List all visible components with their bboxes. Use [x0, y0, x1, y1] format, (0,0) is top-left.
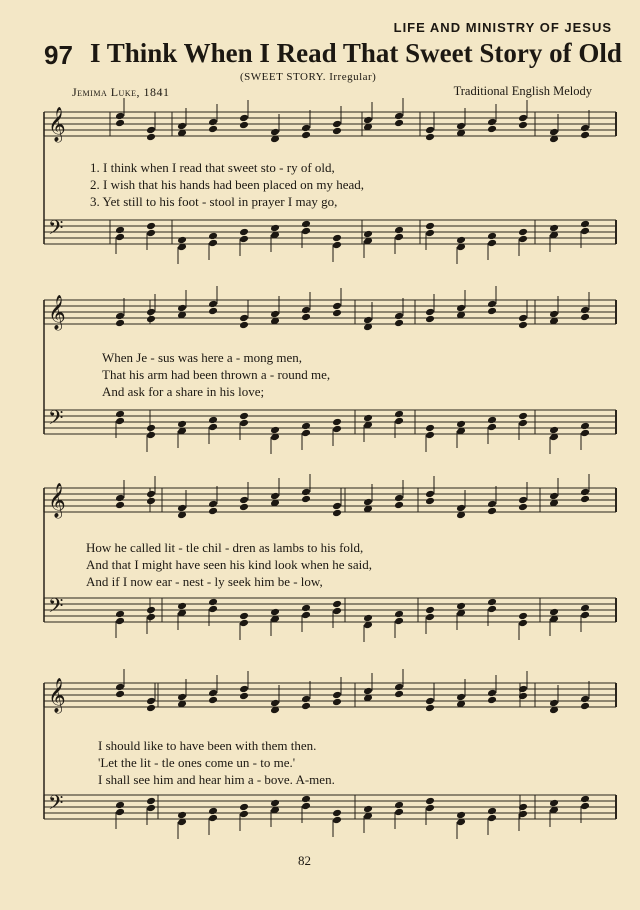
note-head: [580, 124, 590, 133]
note-head: [270, 224, 280, 233]
note-head: [518, 412, 528, 421]
note-head: [301, 227, 311, 236]
note-head: [332, 418, 342, 427]
note-head: [146, 797, 156, 806]
note-head: [301, 131, 311, 140]
note-head: [580, 313, 590, 322]
note-head: [177, 504, 187, 513]
note-head: [146, 229, 156, 238]
note-head: [580, 611, 590, 620]
note-head: [332, 607, 342, 616]
note-head: [239, 496, 249, 505]
note-head: [301, 422, 311, 431]
note-head: [456, 504, 466, 513]
note-head: [425, 490, 435, 499]
note-head: [518, 496, 528, 505]
lyric-line: And ask for a share in his love;: [102, 384, 265, 399]
note-head: [115, 610, 125, 619]
note-head: [580, 702, 590, 711]
note-head: [301, 488, 311, 497]
note-head: [394, 319, 404, 328]
note-head: [208, 300, 218, 309]
note-head: [177, 602, 187, 611]
note-head: [394, 801, 404, 810]
note-head: [332, 425, 342, 434]
note-head: [332, 120, 342, 129]
note-head: [549, 492, 559, 501]
note-head: [208, 807, 218, 816]
note-head: [456, 811, 466, 820]
note-head: [394, 610, 404, 619]
note-head: [115, 808, 125, 817]
note-head: [487, 696, 497, 705]
note-head: [270, 608, 280, 617]
note-head: [208, 605, 218, 614]
note-head: [487, 605, 497, 614]
note-head: [146, 490, 156, 499]
bass-clef-icon: 𝄢: [48, 216, 64, 244]
note-head: [146, 315, 156, 324]
lyric-line: I shall see him and hear him a - bove. A-men.: [98, 772, 335, 787]
note-head: [208, 125, 218, 134]
note-head: [487, 423, 497, 432]
note-head: [239, 321, 249, 330]
note-head: [270, 699, 280, 708]
note-head: [115, 319, 125, 328]
note-head: [549, 128, 559, 137]
note-head: [425, 431, 435, 440]
note-head: [580, 429, 590, 438]
note-head: [425, 804, 435, 813]
note-head: [487, 125, 497, 134]
note-head: [394, 312, 404, 321]
note-head: [115, 617, 125, 626]
note-head: [332, 600, 342, 609]
treble-clef-icon: 𝄞: [48, 483, 66, 518]
note-head: [425, 613, 435, 622]
note-head: [146, 613, 156, 622]
note-head: [518, 314, 528, 323]
note-head: [208, 689, 218, 698]
note-head: [487, 416, 497, 425]
note-head: [518, 619, 528, 628]
note-head: [487, 500, 497, 509]
note-head: [239, 121, 249, 130]
note-head: [518, 228, 528, 237]
note-head: [487, 300, 497, 309]
note-head: [301, 306, 311, 315]
note-head: [239, 419, 249, 428]
note-head: [146, 424, 156, 433]
note-head: [115, 226, 125, 235]
note-head: [394, 410, 404, 419]
note-head: [425, 424, 435, 433]
note-head: [394, 617, 404, 626]
note-head: [580, 131, 590, 140]
note-head: [239, 810, 249, 819]
note-head: [425, 797, 435, 806]
composer-credit: Traditional English Melody: [453, 84, 592, 98]
note-head: [115, 312, 125, 321]
note-head: [332, 698, 342, 707]
note-head: [394, 690, 404, 699]
note-head: [239, 314, 249, 323]
note-head: [580, 227, 590, 236]
note-head: [456, 236, 466, 245]
note-head: [146, 606, 156, 615]
note-head: [425, 497, 435, 506]
note-head: [239, 803, 249, 812]
note-head: [518, 503, 528, 512]
lyric-line: And that I might have seen his kind look when he said,: [86, 557, 372, 572]
lyric-line: I should like to have been with them then.: [98, 738, 317, 753]
note-head: [115, 119, 125, 128]
note-head: [363, 805, 373, 814]
note-head: [363, 498, 373, 507]
note-head: [363, 614, 373, 623]
lyric-line: That his arm had been thrown a - round me,: [102, 367, 331, 382]
note-head: [332, 302, 342, 311]
note-head: [301, 429, 311, 438]
note-head: [332, 809, 342, 818]
note-head: [239, 235, 249, 244]
note-head: [456, 420, 466, 429]
lyric-line: 2. I wish that his hands had been placed on my head,: [90, 177, 365, 192]
lyric-line: How he called lit - tle chil - dren as lambs to his fold,: [86, 540, 364, 555]
bass-clef-icon: 𝄢: [48, 406, 64, 434]
note-head: [146, 431, 156, 440]
note-head: [425, 308, 435, 317]
hymn-number: 97: [44, 40, 73, 70]
tune-name: (SWEET STORY. Irregular): [240, 71, 377, 83]
note-head: [549, 608, 559, 617]
note-head: [425, 229, 435, 238]
note-head: [456, 693, 466, 702]
note-head: [301, 702, 311, 711]
note-head: [394, 417, 404, 426]
note-head: [301, 802, 311, 811]
note-head: [301, 795, 311, 804]
note-head: [177, 420, 187, 429]
note-head: [115, 417, 125, 426]
note-head: [332, 127, 342, 136]
note-head: [146, 126, 156, 135]
note-head: [208, 423, 218, 432]
note-head: [394, 683, 404, 692]
note-head: [301, 220, 311, 229]
note-head: [487, 807, 497, 816]
note-head: [146, 308, 156, 317]
note-head: [146, 697, 156, 706]
note-head: [394, 233, 404, 242]
bass-clef-icon: 𝄢: [48, 594, 64, 622]
note-head: [208, 598, 218, 607]
note-head: [270, 426, 280, 435]
note-head: [363, 116, 373, 125]
note-head: [518, 235, 528, 244]
note-head: [332, 241, 342, 250]
note-head: [146, 133, 156, 142]
note-head: [115, 801, 125, 810]
note-head: [580, 422, 590, 431]
lyric-line: And if I now ear - nest - ly seek him be - low,: [86, 574, 323, 589]
note-head: [580, 695, 590, 704]
note-head: [549, 310, 559, 319]
note-head: [270, 310, 280, 319]
note-head: [394, 112, 404, 121]
note-head: [177, 236, 187, 245]
note-head: [363, 414, 373, 423]
note-head: [208, 500, 218, 509]
note-head: [146, 704, 156, 713]
note-head: [363, 230, 373, 239]
lyric-line: When Je - sus was here a - mong men,: [102, 350, 302, 365]
treble-clef-icon: 𝄞: [48, 678, 66, 713]
note-head: [115, 494, 125, 503]
hymn-title: I Think When I Read That Sweet Story of Old: [90, 38, 622, 68]
note-head: [487, 507, 497, 516]
note-head: [239, 228, 249, 237]
note-head: [580, 802, 590, 811]
note-head: [301, 495, 311, 504]
note-head: [549, 224, 559, 233]
note-head: [208, 232, 218, 241]
note-head: [363, 687, 373, 696]
bass-clef-icon: 𝄢: [48, 791, 64, 819]
note-head: [456, 304, 466, 313]
note-head: [487, 232, 497, 241]
note-head: [580, 306, 590, 315]
note-head: [239, 619, 249, 628]
note-head: [580, 604, 590, 613]
note-head: [425, 704, 435, 713]
note-head: [301, 611, 311, 620]
note-head: [549, 799, 559, 808]
note-head: [518, 419, 528, 428]
note-head: [270, 492, 280, 501]
note-head: [301, 124, 311, 133]
note-head: [518, 321, 528, 330]
note-head: [177, 122, 187, 131]
note-head: [208, 307, 218, 316]
note-head: [580, 795, 590, 804]
note-head: [270, 799, 280, 808]
note-head: [332, 502, 342, 511]
note-head: [580, 220, 590, 229]
note-head: [177, 811, 187, 820]
note-head: [332, 309, 342, 318]
note-head: [208, 696, 218, 705]
treble-clef-icon: 𝄞: [48, 295, 66, 330]
note-head: [146, 804, 156, 813]
note-head: [487, 118, 497, 127]
note-head: [549, 699, 559, 708]
lyric-line: 'Let the lit - tle ones come un - to me.': [98, 755, 296, 770]
note-head: [425, 133, 435, 142]
note-head: [425, 697, 435, 706]
note-head: [301, 313, 311, 322]
note-head: [425, 222, 435, 231]
note-head: [425, 606, 435, 615]
note-head: [146, 222, 156, 231]
lyric-line: 1. I think when I read that sweet sto - ry of old,: [90, 160, 335, 175]
note-head: [425, 315, 435, 324]
treble-clef-icon: 𝄞: [48, 107, 66, 142]
note-head: [332, 234, 342, 243]
note-head: [487, 689, 497, 698]
note-head: [518, 114, 528, 123]
note-head: [394, 501, 404, 510]
note-head: [177, 304, 187, 313]
note-head: [239, 114, 249, 123]
note-head: [115, 410, 125, 419]
note-head: [394, 808, 404, 817]
note-head: [580, 488, 590, 497]
note-head: [487, 239, 497, 248]
note-head: [332, 816, 342, 825]
note-head: [301, 604, 311, 613]
note-head: [239, 503, 249, 512]
note-head: [332, 691, 342, 700]
note-head: [456, 602, 466, 611]
note-head: [239, 612, 249, 621]
note-head: [270, 128, 280, 137]
note-head: [208, 416, 218, 425]
note-head: [115, 683, 125, 692]
note-head: [115, 112, 125, 121]
note-head: [146, 497, 156, 506]
note-head: [394, 494, 404, 503]
note-head: [115, 233, 125, 242]
note-head: [487, 307, 497, 316]
page-number: 82: [298, 853, 311, 868]
note-head: [425, 126, 435, 135]
note-head: [208, 507, 218, 516]
note-head: [518, 121, 528, 130]
note-head: [332, 509, 342, 518]
note-head: [456, 122, 466, 131]
note-head: [518, 612, 528, 621]
note-head: [487, 598, 497, 607]
note-head: [208, 814, 218, 823]
note-head: [239, 412, 249, 421]
note-head: [487, 814, 497, 823]
author-credit: Jemima Luke, 1841: [72, 85, 170, 99]
note-head: [239, 685, 249, 694]
lyric-line: 3. Yet still to his foot - stool in prayer I may go,: [90, 194, 338, 209]
note-head: [301, 695, 311, 704]
note-head: [115, 501, 125, 510]
note-head: [580, 495, 590, 504]
note-head: [239, 692, 249, 701]
section-heading: LIFE AND MINISTRY OF JESUS: [393, 20, 612, 35]
note-head: [394, 226, 404, 235]
note-head: [363, 316, 373, 325]
note-head: [549, 426, 559, 435]
note-head: [394, 119, 404, 128]
note-head: [208, 239, 218, 248]
note-head: [208, 118, 218, 127]
note-head: [115, 690, 125, 699]
note-head: [177, 693, 187, 702]
